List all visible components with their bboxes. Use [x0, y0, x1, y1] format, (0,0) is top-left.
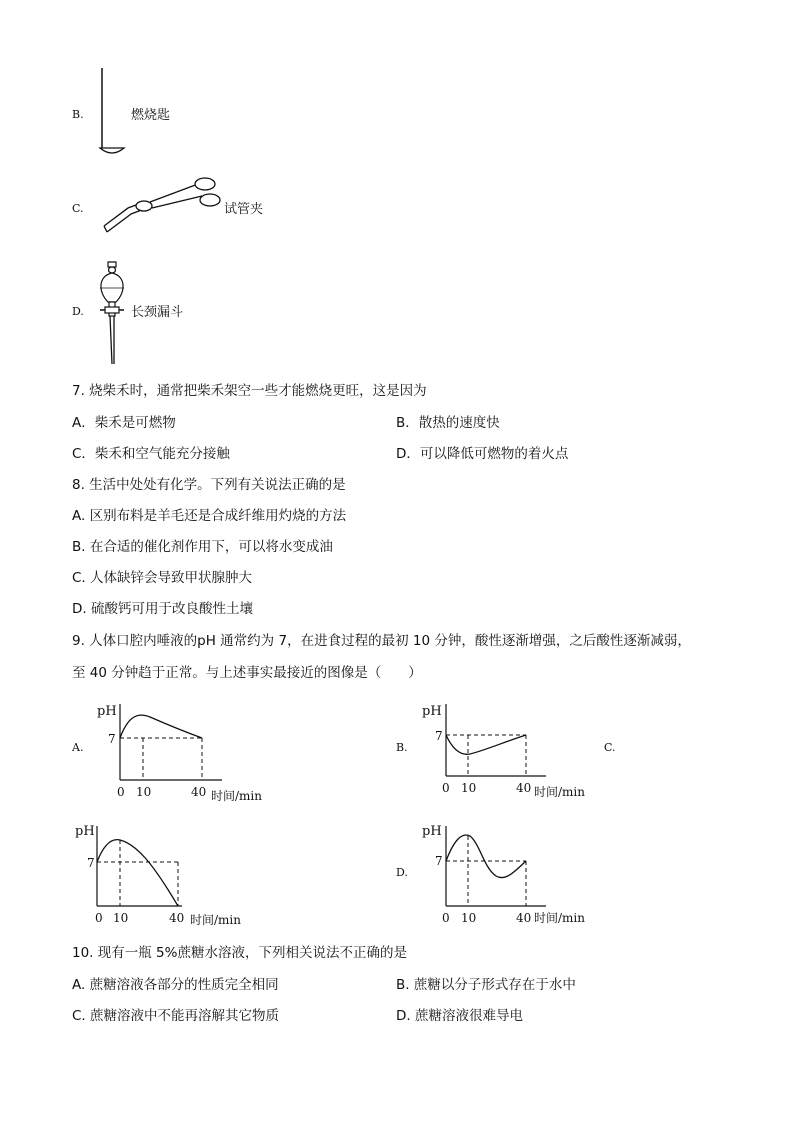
y-axis-label: pH — [75, 824, 95, 839]
tick-0: 0 — [117, 785, 125, 799]
question-8-option-b[interactable]: B. 在合适的催化剂作用下，可以将水变成油 — [72, 539, 333, 555]
graph-d[interactable] — [416, 822, 606, 930]
combustion-spoon-label: 燃烧匙 — [131, 108, 171, 123]
question-8-option-d[interactable]: D. 硫酸钙可用于改良酸性土壤 — [72, 601, 253, 617]
tick-10: 10 — [113, 911, 129, 925]
tick-0: 0 — [95, 911, 103, 925]
question-7-option-c[interactable]: C．柴禾和空气能充分接触 — [72, 446, 230, 462]
option-letter-d: D. — [72, 305, 84, 318]
question-10-option-b[interactable]: B. 蔗糖以分子形式存在于水中 — [396, 977, 576, 993]
graph-a[interactable] — [90, 698, 280, 806]
curve — [446, 735, 526, 754]
question-9-stem-line-1: 9. 人体口腔内唾液的pH 通常约为 7，在进食过程的最初 10 分钟，酸性逐渐增强，之后酸性逐渐减弱， — [72, 633, 691, 649]
graph-a-letter[interactable]: A. — [72, 741, 84, 754]
curve — [446, 835, 526, 878]
tick-40: 40 — [169, 911, 185, 925]
question-8-option-a[interactable]: A. 区别布料是羊毛还是合成纤维用灼烧的方法 — [72, 508, 347, 524]
tick-7: 7 — [108, 732, 116, 746]
graph-c-letter[interactable]: C. — [604, 741, 616, 754]
question-7-option-a[interactable]: A．柴禾是可燃物 — [72, 415, 176, 431]
question-8-option-c[interactable]: C. 人体缺锌会导致甲状腺肿大 — [72, 570, 253, 586]
tick-40: 40 — [516, 781, 532, 795]
graph-c[interactable] — [72, 822, 262, 930]
x-axis-label: 时间/min — [534, 785, 585, 799]
graph-b-letter[interactable]: B. — [396, 741, 408, 754]
tick-7: 7 — [87, 856, 95, 870]
y-axis-label: pH — [422, 824, 442, 839]
tick-40: 40 — [516, 911, 532, 925]
question-8-stem: 8. 生活中处处有化学。下列有关说法正确的是 — [72, 477, 346, 493]
combustion-spoon-icon — [96, 66, 130, 158]
question-10-option-a[interactable]: A. 蔗糖溶液各部分的性质完全相同 — [72, 977, 279, 993]
question-10-option-d[interactable]: D. 蔗糖溶液很难导电 — [396, 1008, 523, 1024]
long-neck-funnel-icon — [94, 260, 130, 370]
tick-0: 0 — [442, 911, 450, 925]
x-axis-label: 时间/min — [211, 789, 262, 803]
question-7-option-b[interactable]: B．散热的速度快 — [396, 415, 500, 431]
question-9-stem-line-2: 至 40 分钟趋于正常。与上述事实最接近的图像是（ ） — [72, 665, 422, 681]
tick-7: 7 — [435, 854, 443, 868]
tick-0: 0 — [442, 781, 450, 795]
tick-7: 7 — [435, 729, 443, 743]
tick-10: 10 — [136, 785, 152, 799]
y-axis-label: pH — [422, 704, 442, 719]
x-axis-label: 时间/min — [190, 913, 241, 927]
curve — [120, 715, 202, 738]
x-axis-label: 时间/min — [534, 911, 585, 925]
tick-10: 10 — [461, 911, 477, 925]
question-7-option-d[interactable]: D．可以降低可燃物的着火点 — [396, 446, 569, 462]
funnel-label: 长颈漏斗 — [131, 305, 184, 320]
tick-10: 10 — [461, 781, 477, 795]
question-10-stem: 10. 现有一瓶 5%蔗糖水溶液，下列相关说法不正确的是 — [72, 945, 407, 961]
graph-b[interactable] — [416, 698, 606, 806]
test-tube-clamp-icon — [100, 170, 225, 238]
test-tube-clamp-label: 试管夹 — [224, 202, 264, 217]
option-letter-c: C. — [72, 202, 84, 215]
question-10-option-c[interactable]: C. 蔗糖溶液中不能再溶解其它物质 — [72, 1008, 280, 1024]
option-letter-b: B. — [72, 108, 84, 121]
y-axis-label: pH — [97, 704, 117, 719]
graph-d-letter[interactable]: D. — [396, 866, 408, 879]
tick-40: 40 — [191, 785, 207, 799]
curve — [97, 840, 178, 906]
question-7-stem: 7. 烧柴禾时，通常把柴禾架空一些才能燃烧更旺，这是因为 — [72, 383, 427, 399]
